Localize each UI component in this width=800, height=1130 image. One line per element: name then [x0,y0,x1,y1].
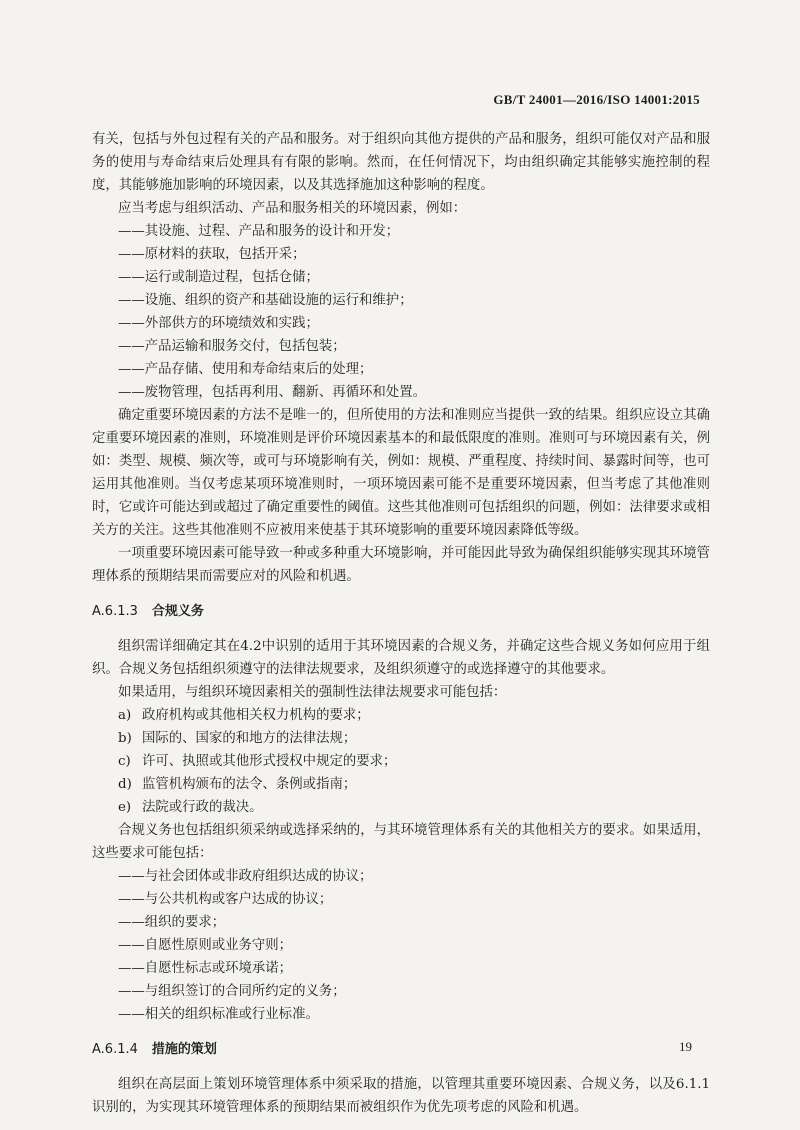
list-marker: a) [118,708,132,723]
paragraph-aspects-intro: 应当考虑与组织活动、产品和服务相关的环境因素，例如： [118,201,467,216]
paragraph-impacts: 一项重要环境因素可能导致一种或多种重大环境影响，并可能因此导致为确保组织能够实现其环境管理体系的预期结果而需要应对的风险和机遇。 [92,546,710,584]
list-item: ——废物管理，包括再利用、翻新、再循环和处置。 [118,385,426,400]
list-item: ——外部供方的环境绩效和实践； [118,316,319,331]
legal-requirements-list [92,704,710,819]
page-number: 19 [679,1039,692,1054]
list-marker: c) [118,754,131,769]
paragraph-legal-intro: 如果适用，与组织环境因素相关的强制性法律法规要求可能包括： [118,685,507,700]
list-item: ——自愿性标志或环境承诺； [118,961,293,976]
section-title: 措施的策划 [151,1042,217,1057]
list-item: ——产品存储、使用和寿命结束后的处理； [118,362,373,377]
list-item: d) 监管机构颁布的法令、条例或指南； [92,773,710,796]
list-marker: b) [118,731,132,746]
section-number: A.6.1.4 [92,1042,138,1057]
section-heading-a614 [92,1038,710,1061]
list-item: ——其设施、过程、产品和服务的设计和开发； [118,224,400,239]
list-item: ——产品运输和服务交付，包括包装； [118,339,346,354]
page-body [92,128,710,1119]
paragraph-other-requirements: 合规义务也包括组织须采纳或选择采纳的，与其环境管理体系有关的其他相关方的要求。如果适用，这些要求可能包括： [92,823,710,861]
list-marker: e) [118,800,132,815]
list-marker: d) [118,777,132,792]
list-item: ——与公共机构或客户达成的协议； [118,892,333,907]
list-item: ——设施、组织的资产和基础设施的运行和维护； [118,293,413,308]
list-item: b) 国际的、国家的和地方的法律法规； [92,727,710,750]
other-requirements-list [92,865,710,1026]
list-item: ——与社会团体或非政府组织达成的协议； [118,869,373,884]
paragraph-compliance: 组织需详细确定其在4.2中识别的适用于其环境因素的合规义务，并确定这些合规义务如何应用于组织。合规义务包括组织须遵守的法律法规要求，及组织须遵守的或选择遵守的其他要求。 [92,639,710,677]
paragraph-continued: 有关，包括与外包过程有关的产品和服务。对于组织向其他方提供的产品和服务，组织可能仅对产品和服务的使用与寿命结束后处理具有有限的影响。然而，在任何情况下，均由组织确定其能够实施控制的程度，其能够施加影响的环境因素，以及其选择施加这种影响的程度。 [92,132,710,193]
list-item: e) 法院或行政的裁决。 [92,796,710,819]
aspects-list [92,220,710,404]
list-item: ——组织的要求； [118,915,226,930]
section-title: 合规义务 [151,604,204,619]
paragraph-criteria: 确定重要环境因素的方法不是唯一的，但所使用的方法和准则应当提供一致的结果。组织应设立其确定重要环境因素的准则，环境准则是评价环境因素基本的和最低限度的准则。准则可与环境因素有关，例如：类型、规模、频次等，或可与环境影响有关，例如：规模、严重程度、持续时间、暴露时间等，也可运用其他准则。当仅考虑某项环境准则时，一项环境因素可能不是重要环境因素，但当考虑了其他准则时，它或许可能达到或超过了确定重要性的阈值。这些其他准则可包括组织的问题，例如：法律要求或相关方的关注。这些其他准则不应被用来使基于其环境影响的重要环境因素降低等级。 [92,408,710,538]
section-number: A.6.1.3 [92,604,138,619]
list-item: a) 政府机构或其他相关权力机构的要求； [92,704,710,727]
section-heading-a613 [92,600,710,623]
list-item: ——相关的组织标准或行业标准。 [118,1007,319,1022]
list-item: ——自愿性原则或业务守则； [118,938,293,953]
list-item: ——原材料的获取，包括开采； [118,247,306,262]
standard-header: GB/T 24001—2016/ISO 14001:2015 [493,92,700,107]
list-item: ——运行或制造过程，包括仓储； [118,270,319,285]
list-item: ——与组织签订的合同所约定的义务； [118,984,346,999]
paragraph-planning: 组织在高层面上策划环境管理体系中须采取的措施，以管理其重要环境因素、合规义务，以及6.1.1识别的，为实现其环境管理体系的预期结果而被组织作为优先项考虑的风险和机遇。 [92,1077,710,1115]
list-item: c) 许可、执照或其他形式授权中规定的要求； [92,750,710,773]
